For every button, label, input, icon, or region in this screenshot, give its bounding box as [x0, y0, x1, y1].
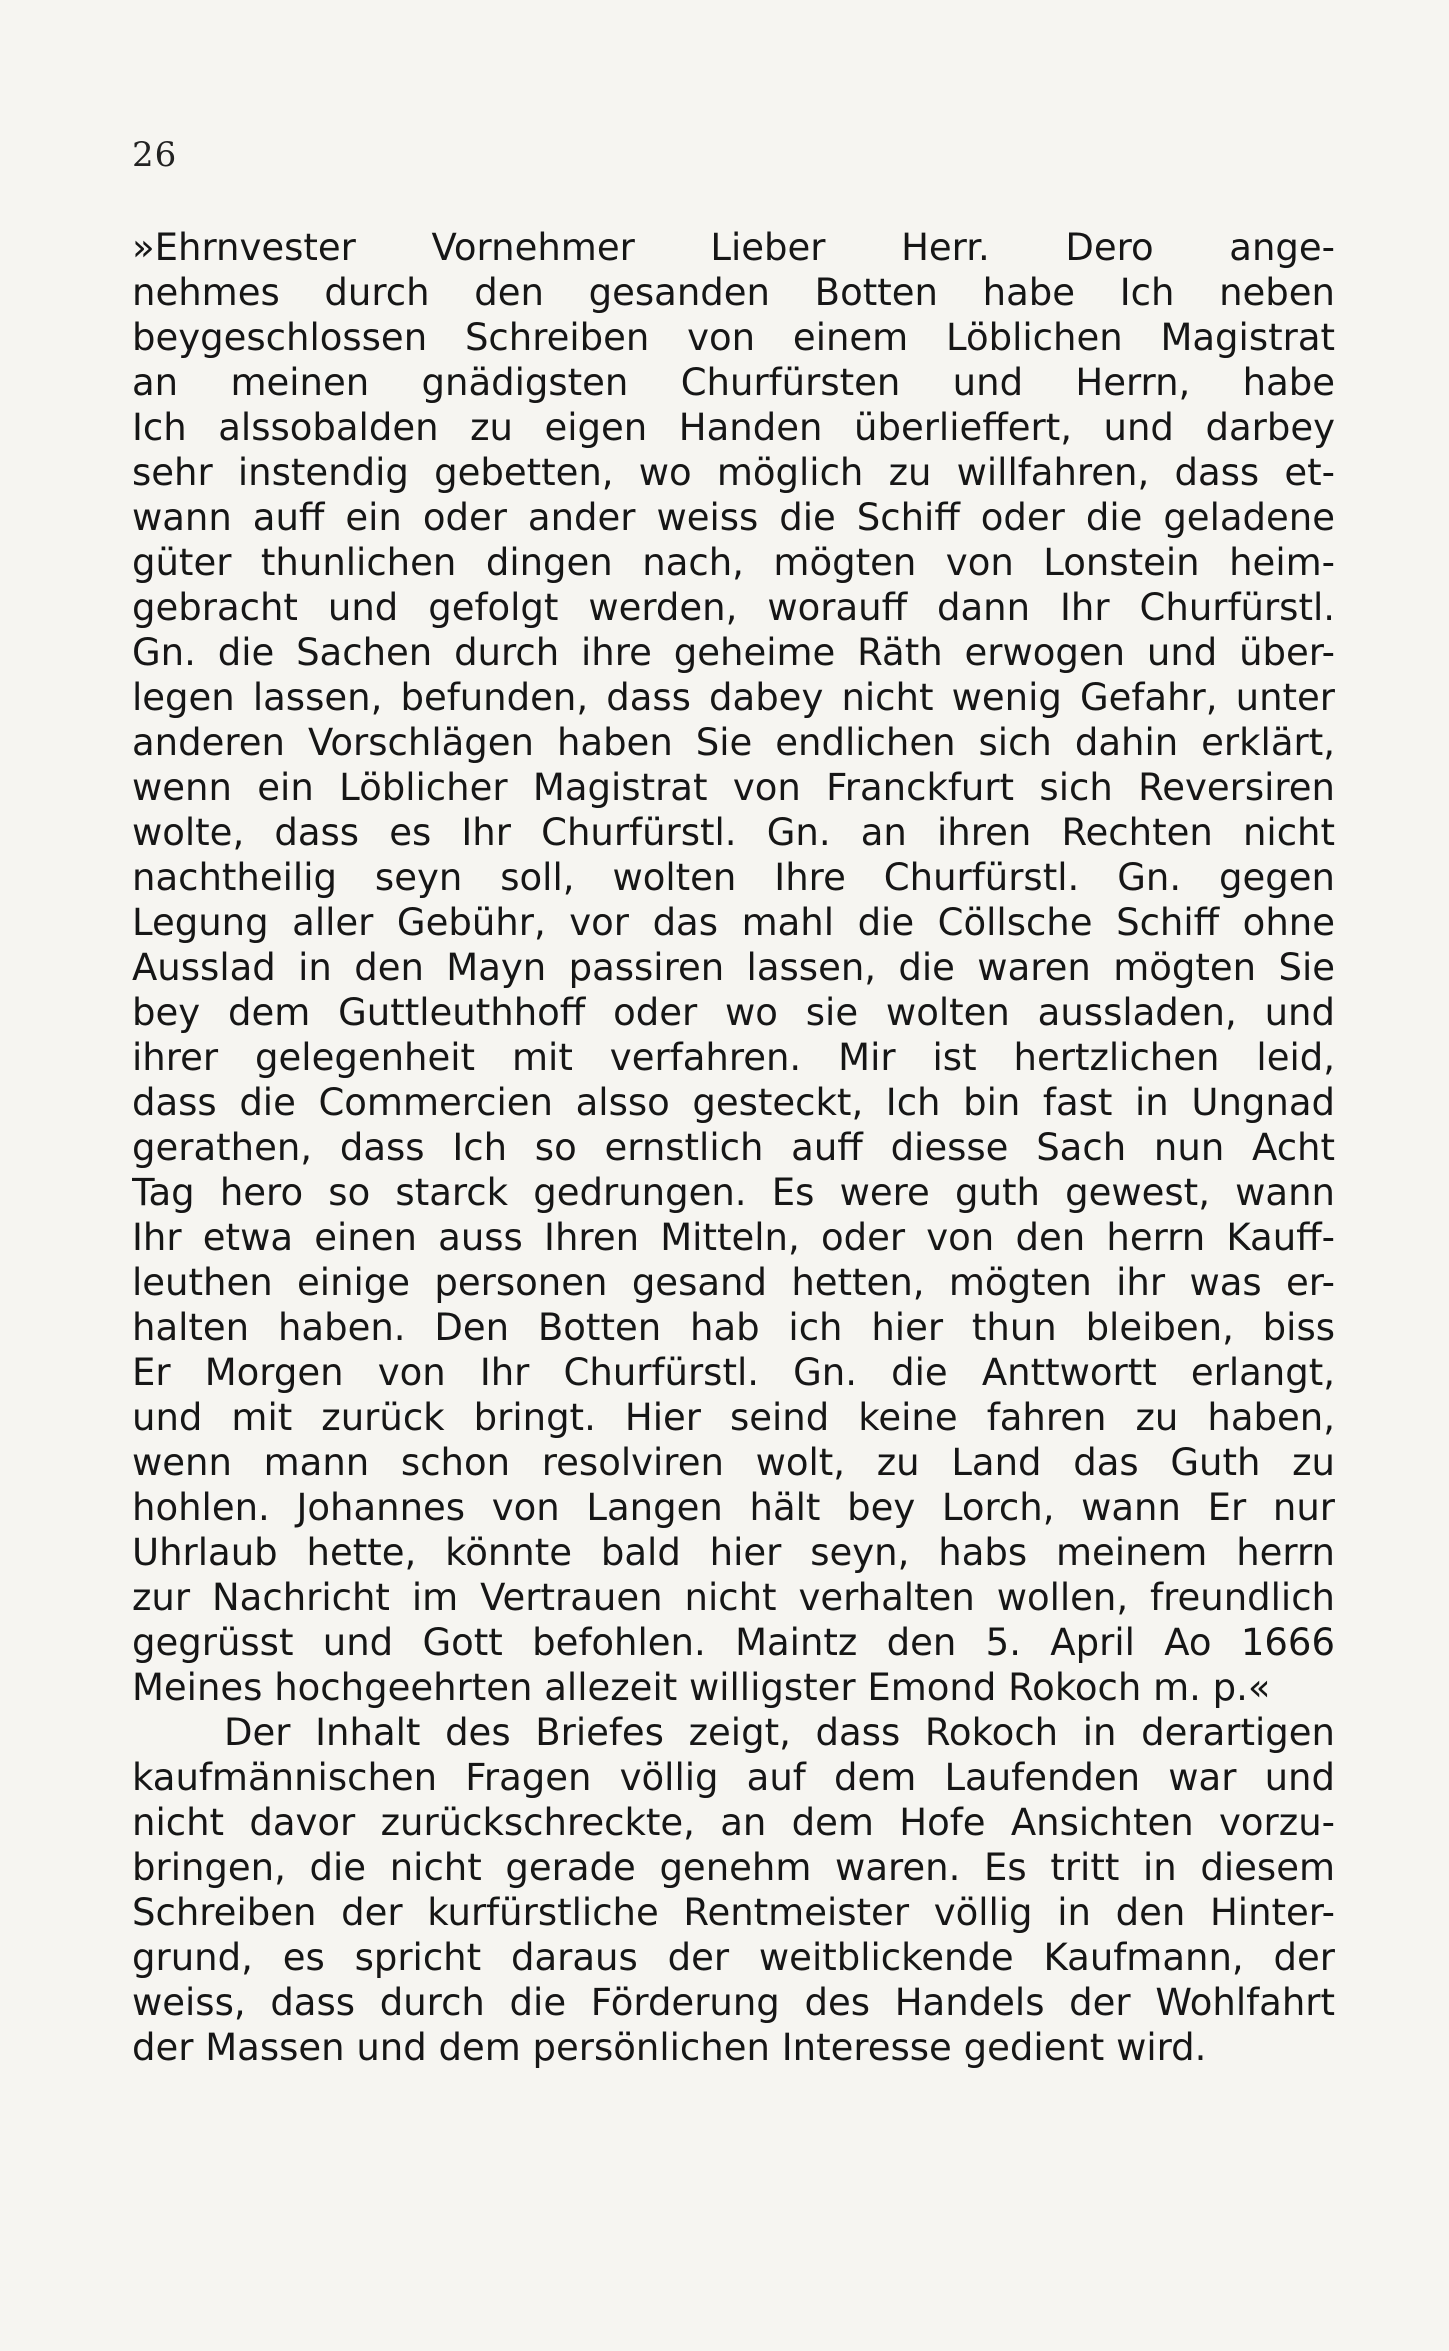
text-line: Ich alssobalden zu eigen Handen überlieffert, und darbey	[132, 406, 1335, 449]
text-line: leuthen einige personen gesand hetten, mögten ihr was er-	[132, 1261, 1335, 1304]
text-line: zur Nachricht im Vertrauen nicht verhalten wollen, freundlich	[132, 1576, 1335, 1619]
text-line: und mit zurück bringt. Hier seind keine fahren zu haben,	[132, 1396, 1335, 1439]
text-line: kaufmännischen Fragen völlig auf dem Laufenden war und	[132, 1756, 1335, 1799]
text-line: der Massen und dem persönlichen Interesse gedient wird.	[132, 2026, 1207, 2069]
paragraph-commentary	[132, 1710, 1335, 2070]
text-line: Meines hochgeehrten allezeit willigster Emond Rokoch m. p.«	[132, 1666, 1271, 1709]
text-line: Schreiben der kurfürstliche Rentmeister völlig in den Hinter-	[132, 1891, 1335, 1934]
text-line: wenn ein Löblicher Magistrat von Franckfurt sich Reversiren	[132, 766, 1335, 809]
text-line: grund, es spricht daraus der weitblickende Kaufmann, der	[132, 1936, 1335, 1979]
text-line: anderen Vorschlägen haben Sie endlichen sich dahin erklärt,	[132, 721, 1335, 764]
text-line: gebracht und gefolgt werden, worauff dann Ihr Churfürstl.	[132, 586, 1335, 629]
text-line: gerathen, dass Ich so ernstlich auff diesse Sach nun Acht	[132, 1126, 1335, 1169]
text-line: ihrer gelegenheit mit verfahren. Mir ist hertzlichen leid,	[132, 1036, 1335, 1079]
page-number: 26	[132, 135, 178, 175]
text-line: wolte, dass es Ihr Churfürstl. Gn. an ihren Rechten nicht	[132, 811, 1335, 854]
text-line: Ihr etwa einen auss Ihren Mitteln, oder von den herrn Kauff-	[132, 1216, 1335, 1259]
text-line: Gn. die Sachen durch ihre geheime Räth erwogen und über-	[132, 631, 1335, 674]
text-line: Ausslad in den Mayn passiren lassen, die waren mögten Sie	[132, 946, 1335, 989]
text-line: wenn mann schon resolviren wolt, zu Land das Guth zu	[132, 1441, 1335, 1484]
text-line: hohlen. Johannes von Langen hält bey Lorch, wann Er nur	[132, 1486, 1335, 1529]
text-line: weiss, dass durch die Förderung des Handels der Wohlfahrt	[132, 1981, 1335, 2024]
text-line: güter thunlichen dingen nach, mögten von Lonstein heim-	[132, 541, 1335, 584]
text-line: nicht davor zurückschreckte, an dem Hofe Ansichten vorzu-	[132, 1801, 1335, 1844]
text-line: an meinen gnädigsten Churfürsten und Herrn, habe	[132, 361, 1335, 404]
text-line: sehr instendig gebetten, wo möglich zu willfahren, dass et-	[132, 451, 1335, 494]
text-line: wann auff ein oder ander weiss die Schiff oder die geladene	[132, 496, 1335, 539]
text-line: halten haben. Den Botten hab ich hier thun bleiben, biss	[132, 1306, 1335, 1349]
paragraph-letter-quote	[132, 225, 1335, 1710]
body-text	[132, 225, 1335, 2070]
text-line: nehmes durch den gesanden Botten habe Ich neben	[132, 271, 1335, 314]
text-line: dass die Commercien alsso gesteckt, Ich bin fast in Ungnad	[132, 1081, 1335, 1124]
text-line: »Ehrnvester Vornehmer Lieber Herr. Dero ange-	[132, 226, 1335, 269]
text-line: Legung aller Gebühr, vor das mahl die Cöllsche Schiff ohne	[132, 901, 1335, 944]
text-line: Tag hero so starck gedrungen. Es were guth gewest, wann	[132, 1171, 1335, 1214]
text-line: Uhrlaub hette, könnte bald hier seyn, habs meinem herrn	[132, 1531, 1335, 1574]
text-line: bey dem Guttleuthhoff oder wo sie wolten aussladen, und	[132, 991, 1335, 1034]
text-line: Der Inhalt des Briefes zeigt, dass Rokoch in derartigen	[224, 1711, 1335, 1754]
text-line: Er Morgen von Ihr Churfürstl. Gn. die Anttwortt erlangt,	[132, 1351, 1335, 1394]
text-line: bringen, die nicht gerade genehm waren. Es tritt in diesem	[132, 1846, 1335, 1889]
text-line: beygeschlossen Schreiben von einem Löblichen Magistrat	[132, 316, 1335, 359]
text-line: legen lassen, befunden, dass dabey nicht wenig Gefahr, unter	[132, 676, 1335, 719]
text-line: nachtheilig seyn soll, wolten Ihre Churfürstl. Gn. gegen	[132, 856, 1335, 899]
text-line: gegrüsst und Gott befohlen. Maintz den 5. April Ao 1666	[132, 1621, 1335, 1664]
